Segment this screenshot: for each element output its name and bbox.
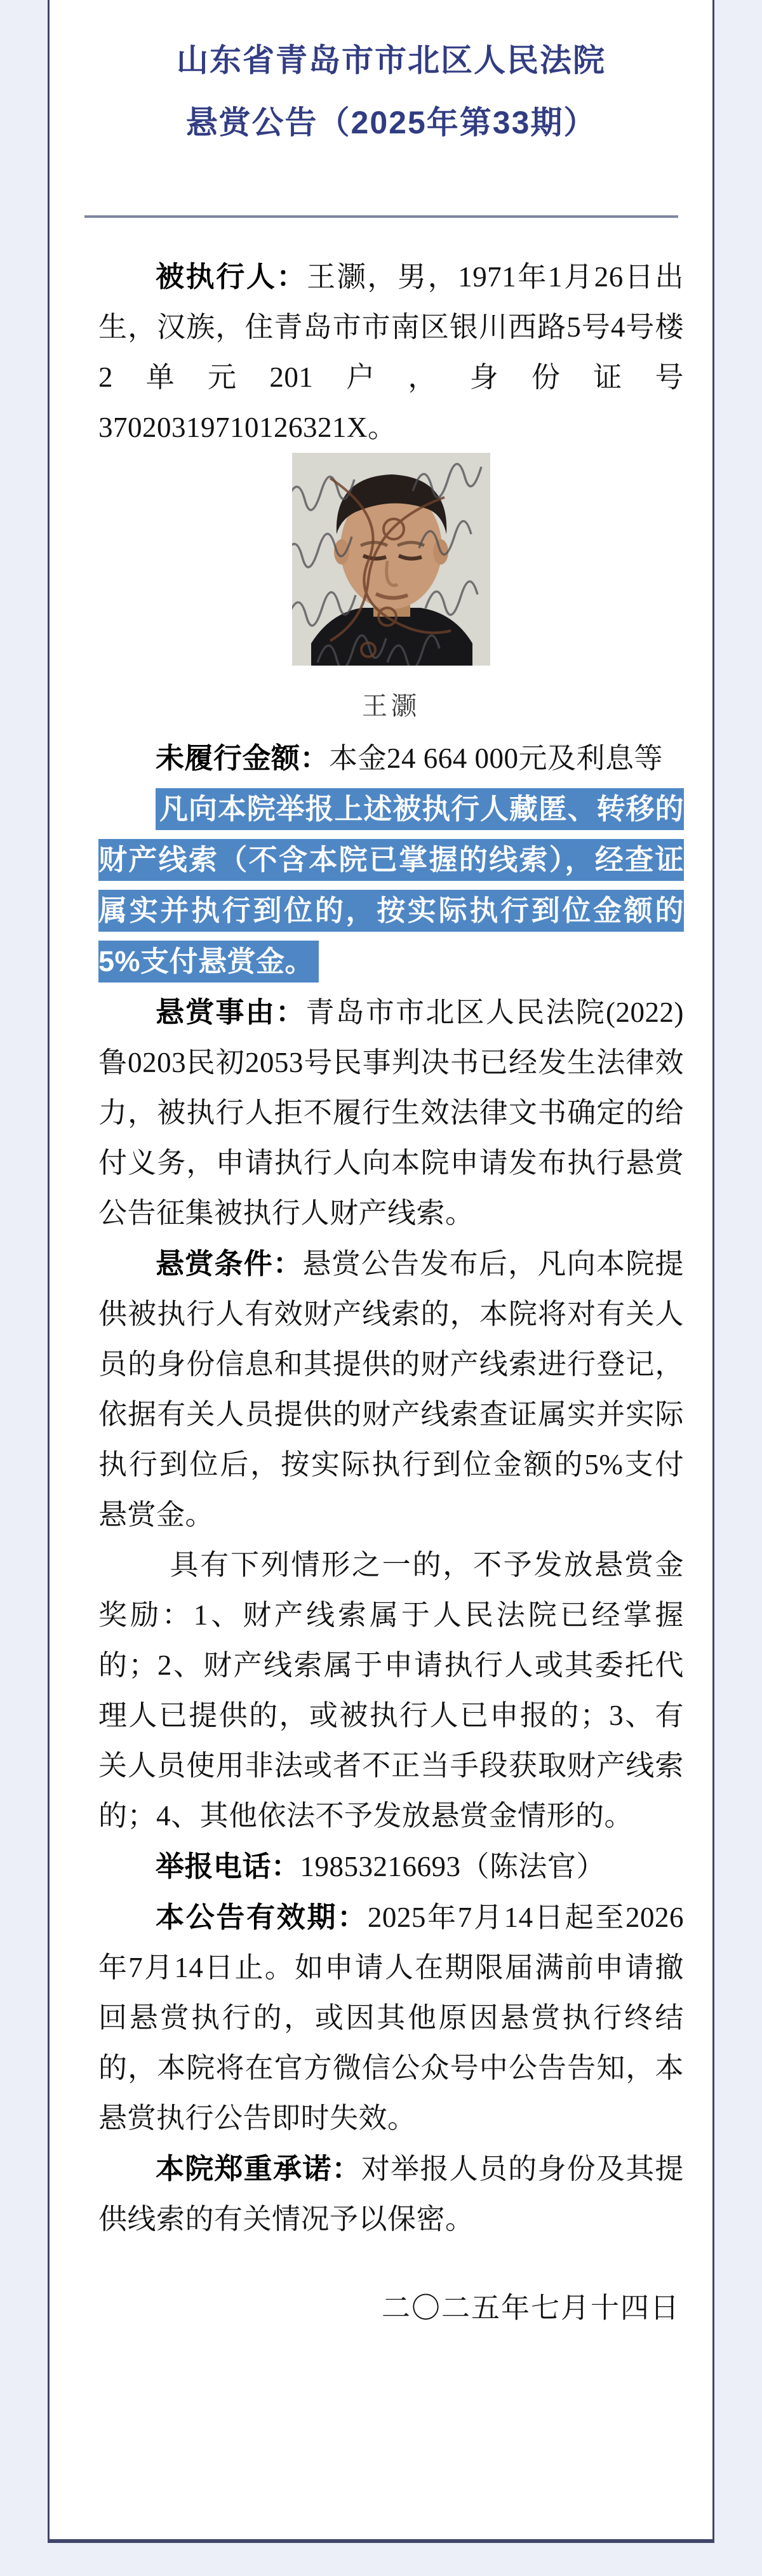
page-title <box>98 0 684 154</box>
paragraph-promise <box>98 2143 684 2244</box>
amount-label: 未履行金额： <box>156 742 330 774</box>
reason-text: 青岛市市北区人民法院(2022)鲁0203民初2053号民事判决书已经发生法律效力，被执行人拒不履行生效法律文书确定的给付义务，申请执行人向本院申请发布执行悬赏公告征集被执行人财产线索。 <box>98 996 684 1229</box>
page-title-line1: 山东省青岛市市北区人民法院 <box>177 43 606 78</box>
hotline-number: 19853216693（陈法官） <box>300 1851 606 1882</box>
highlight-text: 凡向本院举报上述被执行人藏匿、转移的财产线索（不含本院已掌握的线索），经查证属实并执行到位的，按实际执行到位金额的5%支付悬赏金。 <box>98 788 684 983</box>
paragraph-reward-highlight <box>98 784 684 987</box>
defendant-label: 被执行人： <box>156 260 307 293</box>
promise-text: 对举报人员的身份及其提供线索的有关情况予以保密。 <box>98 2153 684 2235</box>
condition-label: 悬赏条件： <box>156 1247 303 1280</box>
photo-caption: 王灏 <box>362 692 420 720</box>
paragraph-exclusions <box>98 1540 684 1841</box>
title-divider <box>84 215 678 218</box>
paragraph-defendant <box>98 252 684 453</box>
announcement-sheet <box>48 0 714 2543</box>
paragraph-hotline <box>98 1841 684 1892</box>
paragraph-reason <box>98 987 684 1238</box>
condition-text: 悬赏公告发布后，凡向本院提供被执行人有效财产线索的，本院将对有关人员的身份信息和其提供的财产线索进行登记，依据有关人员提供的财产线索查证属实并实际执行到位后，按实际执行到位金额的5%支付悬赏金。 <box>98 1248 684 1531</box>
announcement-date: 二〇二五年七月十四日 <box>381 2292 680 2324</box>
reason-label: 悬赏事由： <box>156 996 306 1028</box>
defendant-text: 王灏，男，1971年1月26日出生，汉族，住青岛市市南区银川西路5号4号楼2单元201户，身份证号37020319710126321X。 <box>98 261 684 443</box>
paragraph-validity <box>98 1892 684 2143</box>
page-title-line2: 悬赏公告（2025年第33期） <box>185 105 597 140</box>
validity-label: 本公告有效期： <box>156 1901 368 1933</box>
paragraph-amount <box>98 733 684 784</box>
defendant-photo <box>292 453 490 666</box>
promise-label: 本院郑重承诺： <box>156 2152 361 2185</box>
hotline-label: 举报电话： <box>156 1850 300 1882</box>
paragraph-condition <box>98 1238 684 1540</box>
exclusions-text: 具有下列情形之一的，不予发放悬赏金奖励：1、财产线索属于人民法院已经掌握的；2、财产线索属于申请执行人或其委托代理人已提供的，或被执行人已申报的；3、有关人员使用非法或者不正当手段获取财产线索的；4、其他依法不予发放悬赏金情形的。 <box>98 1549 684 1832</box>
defendant-photo-block <box>292 453 490 720</box>
validity-text: 2025年7月14日起至2026年7月14日止。如申请人在期限届满前申请撤回悬赏执行的，或因其他原因悬赏执行终结的，本院将在官方微信公众号中公告告知，本悬赏执行公告即时失效。 <box>98 1902 684 2134</box>
amount-text: 本金24 664 000元及利息等 <box>329 742 664 774</box>
